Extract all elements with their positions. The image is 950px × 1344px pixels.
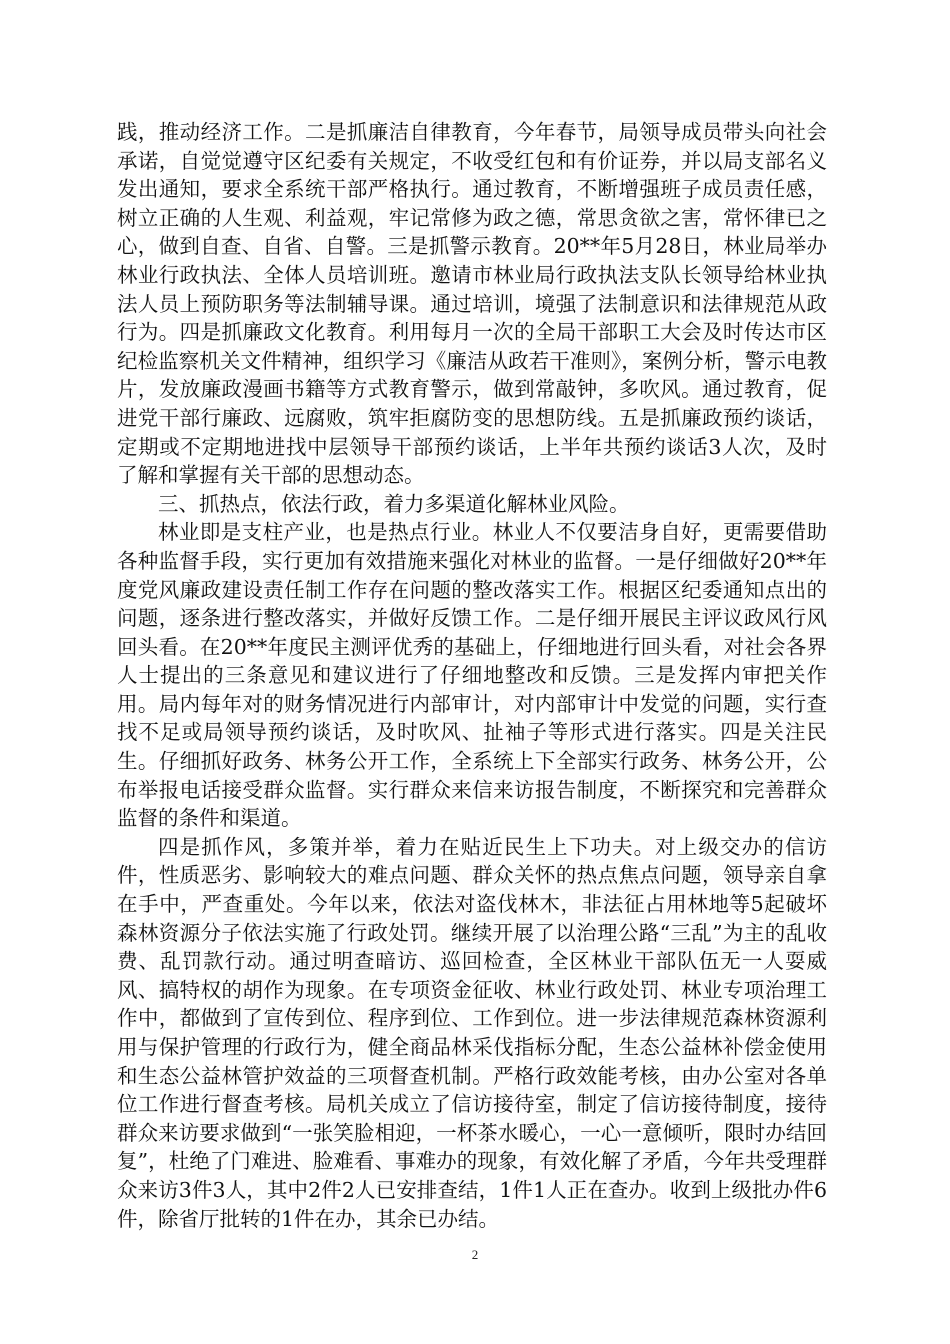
document-body (117, 118, 827, 1233)
section-heading-3: 三、抓热点，依法行政，着力多渠道化解林业风险。 (158, 491, 630, 516)
page-number: 2 (471, 1247, 479, 1262)
paragraph-1: 践，推动经济工作。二是抓廉洁自律教育，今年春节，局领导成员带头向社会承诺，自觉觉遵守区纪委有关规定，不收受红包和有价证券，并以局支部名义发出通知，要求全系统干部严格执行。通过教育，不断增强班子成员责任感，树立正确的人生观、利益观，牢记常修为政之德，常思贪欲之害，常怀律已之心，做到自查、自省、自警。三是抓警示教育。20**年5月28日，林业局举办林业行政执法、全体人员培训班。邀请市林业局行政执法支队长领导给林业执法人员上预防职务等法制辅导课。通过培训，境强了法制意识和法律规范从政行为。四是抓廉政文化教育。利用每月一次的全局干部职工大会及时传达市区纪检监察机关文件精神，组织学习《廉洁从政若干准则》，案例分析，警示电教片，发放廉政漫画书籍等方式教育警示，做到常敲钟，多吹风。通过教育，促进党干部行廉政、远腐败，筑牢拒腐防变的思想防线。五是抓廉政预约谈话，定期或不定期地进找中层领导干部预约谈话，上半年共预约谈话3人次，及时了解和掌握有关干部的思想动态。 (117, 120, 827, 488)
paragraph-3: 林业即是支柱产业，也是热点行业。林业人不仅要洁身自好，更需要借助各种监督手段，实行更加有效措施来强化对林业的监督。一是仔细做好20**年度党风廉政建设责任制工作存在问题的整改落实工作。根据区纪委通知点出的问题，逐条进行整改落实，并做好反馈工作。二是仔细开展民主评议政风行风回头看。在20**年度民主测评优秀的基础上，仔细地进行回头看，对社会各界人士提出的三条意见和建议进行了仔细地整改和反馈。三是发挥内审把关作用。局内每年对的财务情况进行内部审计，对内部审计中发觉的问题，实行查找不足或局领导预约谈话，及时吹风、扯袖子等形式进行落实。四是关注民生。仔细抓好政务、林务公开工作，全系统上下全部实行政务、林务公开，公布举报电话接受群众监督。实行群众来信来访报告制度，不断探究和完善群众监督的条件和渠道。 (117, 520, 827, 831)
paragraph-4: 四是抓作风，多策并举，着力在贴近民生上下功夫。对上级交办的信访件，性质恶劣、影响较大的难点问题、群众关怀的热点焦点问题，领导亲自拿在手中，严查重处。今年以来，依法对盗伐林木，非法征占用林地等5起破坏森林资源分子依法实施了行政处罚。继续开展了以治理公路“三乱”为主的乱收费、乱罚款行动。通过明查暗访、巡回检查，全区林业干部队伍无一人耍威风、搞特权的胡作为现象。在专项资金征收、林业行政处罚、林业专项治理工作中，都做到了宣传到位、程序到位、工作到位。进一步法律规范森林资源利用与保护管理的行政行为，健全商品林采伐指标分配，生态公益林补偿金使用和生态公益林管护效益的三项督查机制。严格行政效能考核，由办公室对各单位工作进行督查考核。局机关成立了信访接待室，制定了信访接待制度，接待群众来访要求做到“一张笑脸相迎，一杯茶水暖心，一心一意倾听，限时办结回复”，杜绝了门难进、脸难看、事难办的现象，有效化解了矛盾，今年共受理群众来访3件3人，其中2件2人已安排查结，1件1人正在查办。收到上级批办件6件，除省厅批转的1件在办，其余已办结。 (117, 834, 827, 1231)
